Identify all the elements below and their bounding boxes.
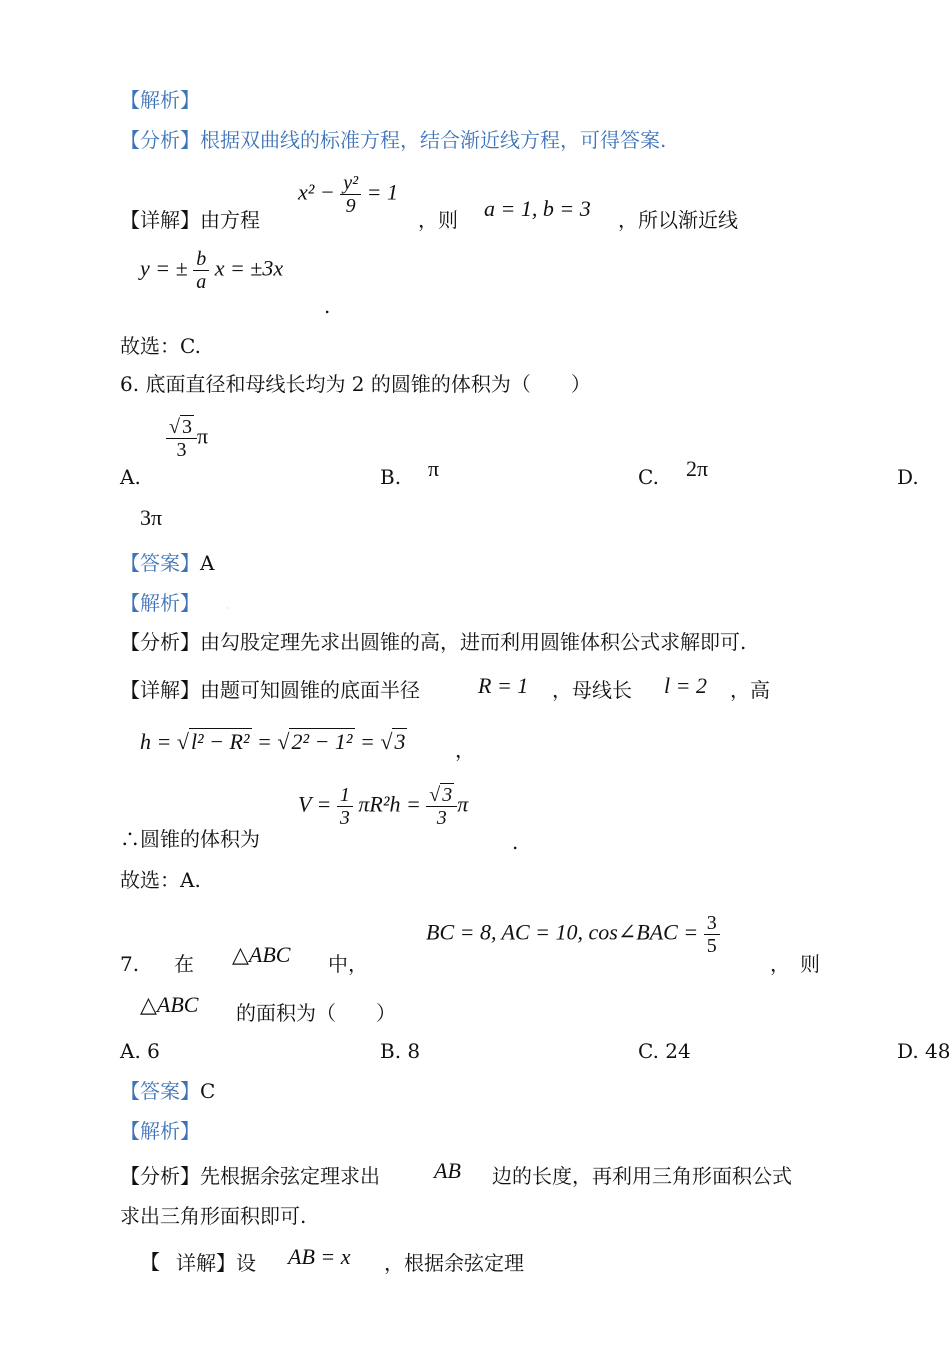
q6-opt-d-value: 3π xyxy=(140,505,163,530)
q5-xiangjie-b: ，则 xyxy=(418,208,458,232)
q6-xiangjie-a: 【详解】由题可知圆锥的底面半径 xyxy=(120,678,420,702)
q5-period: . xyxy=(324,294,331,318)
q7-daan-value: C xyxy=(200,1079,216,1103)
q7-tri1: △ABC xyxy=(232,942,291,967)
q6-opt-a-pi: π xyxy=(196,423,209,449)
q6-eq-h-rad2: 2² − 1² xyxy=(291,729,353,754)
q7-xiangjie-bracket: 【 xyxy=(140,1250,160,1274)
q6-opt-d-label: D. xyxy=(897,465,919,489)
q7-jiexi-label: 【解析】 xyxy=(120,1119,200,1143)
q6-eq-V-num1: 1 xyxy=(337,784,353,807)
q6-daan-value: A xyxy=(200,551,215,575)
q5-eq-hyperbola-num: y² xyxy=(340,172,361,195)
q6-fenxi: 【分析】由勾股定理先求出圆锥的高，进而利用圆锥体积公式求解即可. xyxy=(120,630,747,654)
q6-eq-V-frac2 xyxy=(426,784,457,829)
q5-eq-hyperbola-lhs: x² − xyxy=(298,179,335,205)
q6-opt-a-rad: 3 xyxy=(181,416,192,438)
q5-xiangjie-a: 【详解】由方程 xyxy=(120,208,260,232)
q6-opt-c-label: C. xyxy=(638,465,659,489)
q6-eq-l: l = 2 xyxy=(664,673,707,698)
q5-eq-hyperbola-den: 9 xyxy=(345,195,356,217)
q6-opt-a-frac xyxy=(166,416,197,461)
sqrt-icon: √2² − 1² xyxy=(277,729,353,754)
q6-opt-a-num xyxy=(166,416,197,439)
q7-eq-given-text: BC = 8, AC = 10, cos∠BAC = xyxy=(426,919,699,945)
q6-jiexi-label: 【解析】 xyxy=(120,591,200,615)
q7-ze: ， 则 xyxy=(770,952,820,976)
q6-guxuan: 故选：A. xyxy=(120,868,201,892)
q6-eq-V-den2: 3 xyxy=(436,807,447,829)
stray-dot: · xyxy=(226,604,229,613)
q7-area-text: 的面积为（ ） xyxy=(236,1001,396,1025)
q6-eq-h xyxy=(140,729,407,755)
q7-eq-AB: AB xyxy=(434,1158,461,1183)
q7-opt-a: A. 6 xyxy=(120,1039,160,1063)
q6-eq-h-lhs: h = xyxy=(140,729,172,754)
q5-eq-ab: a = 1, b = 3 xyxy=(484,196,591,221)
q6-eq-V-rad: 3 xyxy=(442,784,453,806)
q7-daan xyxy=(120,1079,215,1103)
q6-eq-R: R = 1 xyxy=(478,673,529,698)
sqrt-icon: √ 3 xyxy=(429,784,453,806)
q5-eq-asym-den: a xyxy=(196,271,207,293)
q6-eq-h-eq1: = xyxy=(257,729,272,754)
q6-eq-h-eq2: = xyxy=(360,729,375,754)
q6-opt-b-label: B. xyxy=(380,465,402,489)
q7-opt-b: B. 8 xyxy=(380,1039,421,1063)
q7-fenxi-b: 边的长度，再利用三角形面积公式 xyxy=(492,1164,792,1188)
q5-eq-asym-rhs: x = ±3x xyxy=(214,255,284,281)
q5-eq-asymptote xyxy=(140,248,283,293)
q7-eq-given-frac xyxy=(704,912,720,957)
q6-eq-V-num2 xyxy=(426,784,457,807)
q6-stem: 6. 底面直径和母线长均为 2 的圆锥的体积为（ ） xyxy=(120,372,591,396)
sqrt-icon: √ 3 xyxy=(169,416,192,438)
q6-daan xyxy=(120,551,214,575)
q6-comma: ， xyxy=(455,738,475,762)
q6-period: . xyxy=(512,830,519,854)
sqrt-icon: √l² − R² xyxy=(176,729,250,754)
sqrt-icon: √3 xyxy=(380,729,406,754)
q7-fenxi-c: 求出三角形面积即可. xyxy=(120,1204,307,1228)
q7-opt-d: D. 48 xyxy=(897,1039,950,1063)
q7-number: 7. xyxy=(120,952,140,976)
q5-eq-asym-frac xyxy=(193,248,209,293)
q6-opt-a-value xyxy=(166,416,208,461)
q6-eq-V-den1: 3 xyxy=(339,807,350,829)
q7-xiangjie-a: 详解】设 xyxy=(176,1251,256,1275)
q7-eq-frac-den: 5 xyxy=(706,935,717,957)
q6-eq-V-frac1 xyxy=(337,784,353,829)
q6-opt-a-den: 3 xyxy=(176,439,187,461)
q7-eq-given xyxy=(426,912,720,957)
q5-fenxi-text: 【分析】根据双曲线的标准方程，结合渐近线方程，可得答案. xyxy=(120,128,667,152)
q7-daan-label: 【答案】 xyxy=(120,1079,200,1103)
q6-eq-h-rad1: l² − R² xyxy=(190,729,250,754)
q6-eq-V-lhs: V = xyxy=(298,791,332,817)
q7-zhong: 中， xyxy=(328,952,368,976)
q6-opt-a-label: A. xyxy=(120,465,141,489)
q7-eq-ABx: AB = x xyxy=(288,1244,351,1269)
q7-xiangjie-b: ，根据余弦定理 xyxy=(384,1251,524,1275)
q5-fenxi xyxy=(120,128,666,152)
q6-volume-text: ∴圆锥的体积为 xyxy=(120,827,260,851)
q5-xiangjie-c: ，所以渐近线 xyxy=(618,208,738,232)
q7-zai: 在 xyxy=(174,952,194,976)
q5-guxuan: 故选：C. xyxy=(120,334,201,358)
q7-fenxi-a: 【分析】先根据余弦定理求出 xyxy=(120,1164,380,1188)
q5-eq-asym-lhs: y = ± xyxy=(140,255,188,281)
q5-eq-hyperbola-rhs: = 1 xyxy=(366,179,398,205)
q6-eq-V-mid: πR²h = xyxy=(358,791,421,817)
q6-opt-c-value: 2π xyxy=(686,456,709,481)
q6-xiangjie-b: ，母线长 xyxy=(552,678,632,702)
q7-tri2: △ABC xyxy=(140,992,199,1017)
q5-jiexi-label: 【解析】 xyxy=(120,88,200,112)
q5-eq-hyperbola xyxy=(298,172,398,217)
q6-xiangjie-c: ，高 xyxy=(730,678,770,702)
q6-daan-label: 【答案】 xyxy=(120,551,200,575)
q5-eq-asym-num: b xyxy=(193,248,209,271)
q6-eq-V-pi: π xyxy=(457,791,469,817)
q6-eq-V xyxy=(298,784,468,829)
q7-opt-c: C. 24 xyxy=(638,1039,691,1063)
q6-opt-b-value: π xyxy=(428,456,440,481)
q7-eq-frac-num: 3 xyxy=(704,912,720,935)
q5-eq-hyperbola-frac xyxy=(340,172,361,217)
q6-eq-h-rad3: 3 xyxy=(394,729,406,754)
